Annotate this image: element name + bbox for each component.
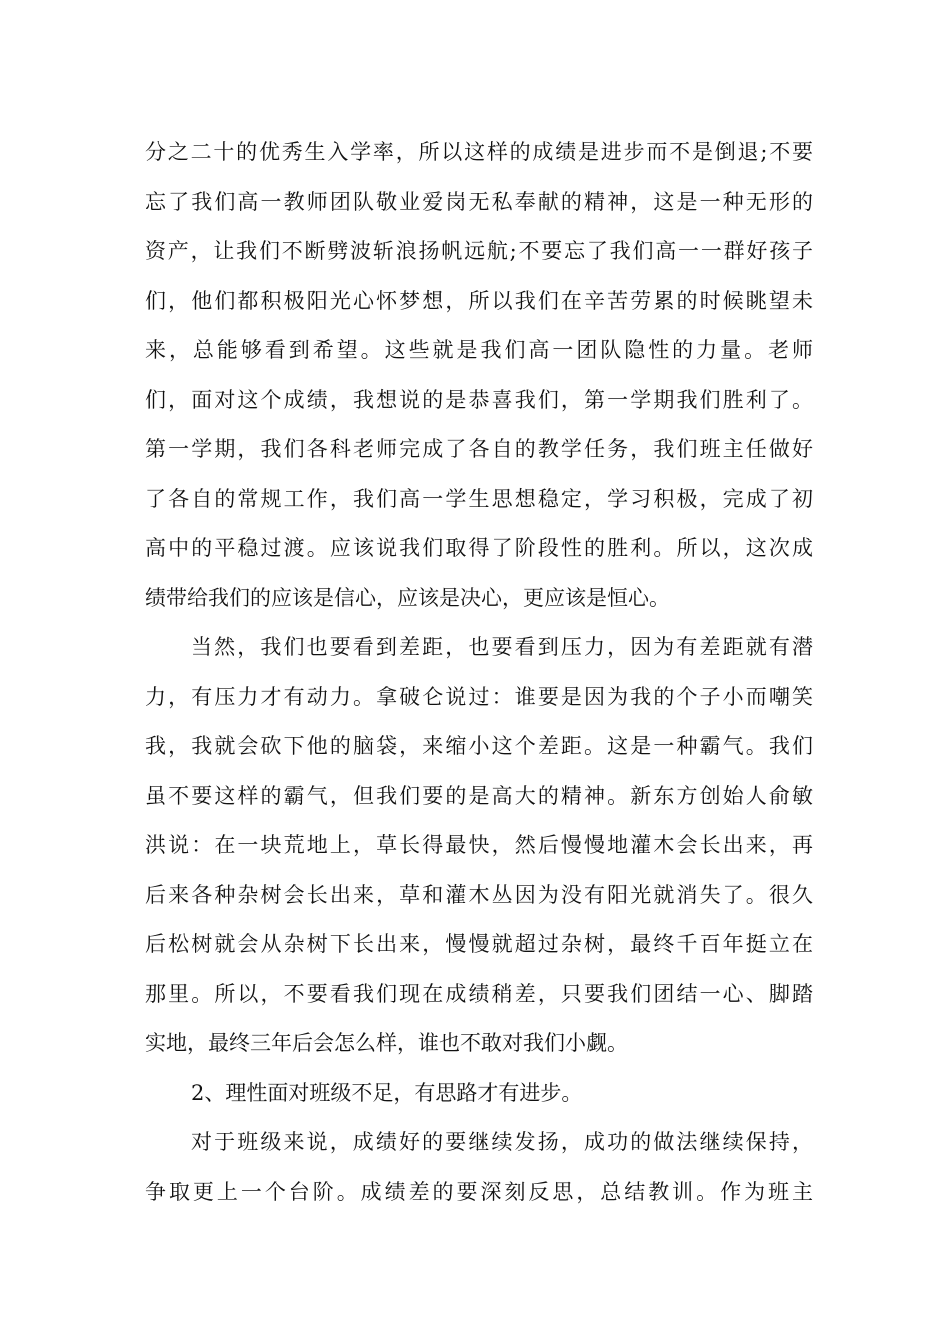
text-line: 绩带给我们的应该是信心，应该是决心，更应该是恒心。 [145,585,670,610]
text-line: 了各自的常规工作，我们高一学生思想稳定，学习积极，完成了初 [145,486,813,511]
text-line: 后来各种杂树会长出来，草和灌木丛因为没有阳光就消失了。很久 [145,882,813,907]
text-line: 第一学期，我们各科老师完成了各自的教学任务，我们班主任做好 [145,437,813,461]
body-text [145,128,813,1217]
text-line: 忘了我们高一教师团队敬业爱岗无私奉献的精神，这是一种无形的 [145,189,813,214]
text-line: 那里。所以，不要看我们现在成绩稍差，只要我们团结一心、脚踏 [145,981,813,1006]
text-line: 当然，我们也要看到差距，也要看到压力，因为有差距就有潜 [191,635,813,659]
text-line: 我，我就会砍下他的脑袋，来缩小这个差距。这是一种霸气。我们 [145,734,813,758]
text-line: 们，他们都积极阳光心怀梦想，所以我们在辛苦劳累的时候眺望未 [145,288,813,313]
text-line: 2、理性面对班级不足，有思路才有进步。 [191,1080,583,1105]
text-line: 来，总能够看到希望。这些就是我们高一团队隐性的力量。老师 [145,338,813,362]
text-line: 后松树就会从杂树下长出来，慢慢就超过杂树，最终千百年挺立在 [145,932,813,956]
text-line: 们，面对这个成绩，我想说的是恭喜我们，第一学期我们胜利了。 [145,387,813,412]
text-line: 洪说：在一块荒地上，草长得最快，然后慢慢地灌木会长出来，再 [145,833,813,857]
text-line: 虽不要这样的霸气，但我们要的是高大的精神。新东方创始人俞敏 [145,783,813,808]
text-line: 实地，最终三年后会怎么样，谁也不敢对我们小觑。 [145,1031,628,1055]
text-line: 对于班级来说，成绩好的要继续发扬，成功的做法继续保持， [191,1130,813,1154]
text-line: 争取更上一个台阶。成绩差的要深刻反思，总结教训。作为班主 [145,1179,813,1204]
text-line: 力，有压力才有动力。拿破仑说过：谁要是因为我的个子小而嘲笑 [145,684,813,709]
text-line: 高中的平稳过渡。应该说我们取得了阶段性的胜利。所以，这次成 [145,536,813,560]
text-line: 分之二十的优秀生入学率，所以这样的成绩是进步而不是倒退;不要 [145,140,813,164]
text-line: 资产，让我们不断劈波斩浪扬帆远航;不要忘了我们高一一群好孩子 [145,239,813,263]
